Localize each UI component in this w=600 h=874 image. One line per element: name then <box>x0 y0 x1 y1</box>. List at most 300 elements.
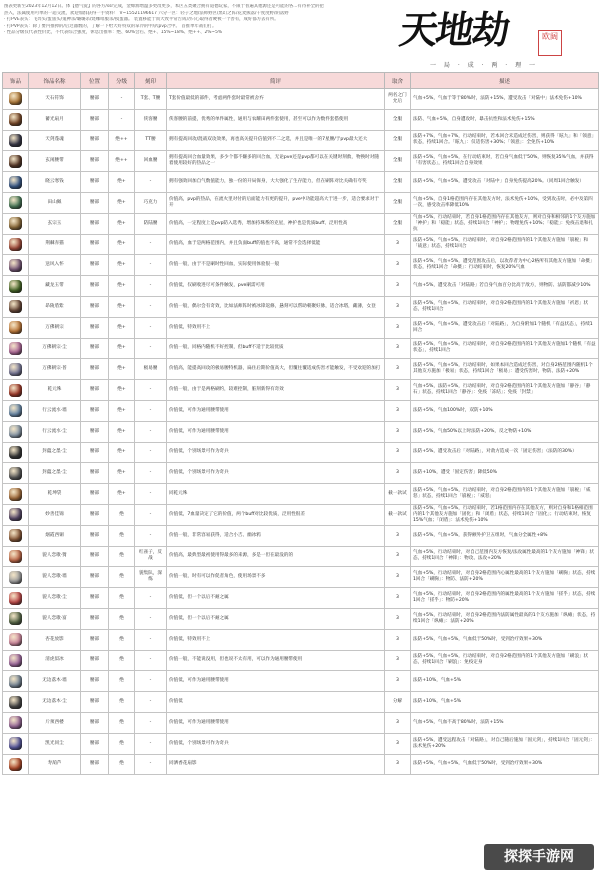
item-description: 气血+5%，行动结束时，对自身2格范围内心属性最高的1个友方施加「刷胸」状态，持续1回合「刷胸」：物防、法防+20% <box>411 567 599 588</box>
item-icon <box>9 571 22 584</box>
item-icon <box>9 280 22 293</box>
accessory-icon <box>3 546 29 567</box>
item-description: 法防+5%，气血+5%，行动结束时，对自身2格范围内的1个其他友方施加「刷浪」状态，持续1回合「刷浪」：免疫定身 <box>411 650 599 671</box>
logo-text: 天地劫 <box>396 7 512 52</box>
table-row <box>3 172 599 193</box>
item-seal: - <box>135 172 167 193</box>
item-name: 行云流水·墙 <box>29 400 81 421</box>
item-description: 法防+5%，遭受攻击后「对陆路」，对敌方造成一次「固定伤害」（法防的30%） <box>411 442 599 463</box>
accessory-icon <box>3 151 29 172</box>
table-row <box>3 712 599 733</box>
table-row <box>3 588 599 609</box>
item-description: 气血+5%，气血于等于80%时，法防+15%，遭受攻击「对陆中」法术免伤+10% <box>411 89 599 110</box>
item-description: 法防、气血+5%，自身遭攻时，暴击抗性和法术免伤+15% <box>411 109 599 130</box>
item-seal: - <box>135 296 167 317</box>
item-choice: 3 <box>385 463 411 484</box>
item-review: 价值一般，不能说没用，但也说不太有用，可以作为通用腰带使用 <box>167 650 385 671</box>
item-name: 天石符饰 <box>29 89 81 110</box>
item-grade: 绝+ <box>109 296 135 317</box>
col-header-description: 描述 <box>411 73 599 89</box>
accessory-icon <box>3 754 29 775</box>
item-review: 拥有强效回加自气数值能力，独一份的开局保身，大大强化了生存能力，但在刷阵对比关确有夸奖 <box>167 172 385 193</box>
item-icon <box>9 363 22 376</box>
item-choice: 3 <box>385 546 411 567</box>
item-position: 腰部 <box>81 712 109 733</box>
item-description: 法防+5%，气血+5%，行动结束时，对自身2格范围内的1个其他友方施加1个随机「有益状态」，持续1回合 <box>411 338 599 359</box>
item-review: T套价值最低的部件，考虑两件套时最常被舍弃 <box>167 89 385 110</box>
item-name: 玄宗玉 <box>29 213 81 234</box>
col-header-seal: 刻印 <box>135 73 167 89</box>
item-name: 妙善佳锦 <box>29 504 81 525</box>
table-row <box>3 213 599 234</box>
item-position: 腰部 <box>81 213 109 234</box>
item-review: 价值低，特效用不上 <box>167 317 385 338</box>
item-description: 气血+5%，行动结束时，对自身2格范围内法防属性最高的1个友方施加「纵瘫」状态，持续1回合「纵瘫」：法防+20% <box>411 608 599 629</box>
item-choice: 3 <box>385 400 411 421</box>
item-name: 万佛朝宗 <box>29 317 81 338</box>
item-description: 法防+5%，气血+5%，气血低于50%时，受到治疗效果+30% <box>411 629 599 650</box>
item-grade: 绝+ <box>109 380 135 401</box>
item-name: 貌人恋歌·富 <box>29 608 81 629</box>
item-icon <box>9 467 22 480</box>
logo-subtitle: 一 局 · 成 · 两 · 理 一 <box>430 62 538 69</box>
item-grade: 绝 <box>109 525 135 546</box>
item-grade: 绝 <box>109 504 135 525</box>
item-name: 藏龙玉带 <box>29 276 81 297</box>
item-review: 价值一般，由于是两格刷约，较难控制，脏刻新得有奇效 <box>167 380 385 401</box>
item-icon <box>9 654 22 667</box>
item-name: 封蕴之墨·尘 <box>29 442 81 463</box>
item-name: 送风入怀 <box>29 255 81 276</box>
table-row <box>3 671 599 692</box>
item-grade: 绝 <box>109 671 135 692</box>
item-icon <box>9 176 22 189</box>
accessory-icon <box>3 650 29 671</box>
item-name: 行云流水·尘 <box>29 421 81 442</box>
item-grade: 绝+ <box>109 484 135 505</box>
item-position: 腰部 <box>81 692 109 713</box>
item-name: 玄闲腰带 <box>29 151 81 172</box>
header-notes <box>4 4 376 37</box>
table-row <box>3 276 599 297</box>
item-choice: 3 <box>385 525 411 546</box>
item-review: 价值高，能提高回攻的极易腰特机器，扁住后期价值高大，但覆往覆适成伤害才能触发，不受欢迎的加打 <box>167 359 385 380</box>
item-name: 凯光同尘 <box>29 733 81 754</box>
item-choice: 3 <box>385 317 411 338</box>
item-name: 乾坤袋 <box>29 484 81 505</box>
item-description: 法防+5%，遭受远程攻击「对陆路」，对自己随后施加「固元剑」，持续1回合「固元剑」：法术免伤+20% <box>411 733 599 754</box>
item-grade: 绝+ <box>109 213 135 234</box>
accessory-icon <box>3 359 29 380</box>
accessory-icon <box>3 733 29 754</box>
table-row <box>3 567 599 588</box>
item-seal: - <box>135 754 167 775</box>
item-seal: - <box>135 629 167 650</box>
item-choice: 两名之门允后 <box>385 89 411 110</box>
item-grade: - <box>109 89 135 110</box>
accessory-icon <box>3 338 29 359</box>
item-icon <box>9 92 22 105</box>
table-row <box>3 650 599 671</box>
table-row <box>3 380 599 401</box>
item-position: 腰部 <box>81 296 109 317</box>
item-icon <box>9 758 22 771</box>
item-review: 价值低，7血量决定了它的价值，两个buff对比较优质，泛用性很差 <box>167 504 385 525</box>
accessory-table <box>2 72 599 775</box>
accessory-icon <box>3 421 29 442</box>
item-choice: 3 <box>385 671 411 692</box>
item-review: 价值一般，时有可以作促者角色，使用场景不多 <box>167 567 385 588</box>
item-review: 拥有提高回攻/混战双攻效果，再也高关提升信值到不二之选，并且是唯一的7星腰/于pvp最大还大 <box>167 130 385 151</box>
item-review: 拥有提高回合血量效果，多少个都不嫌多的回合血，无论pve还是pvp都可以在关键时刻救，物换时对随着使用较好的热品之一 <box>167 151 385 172</box>
item-review: 价值低，仅刷收进尽可条件触发，pve刷需可用 <box>167 276 385 297</box>
accessory-icon <box>3 567 29 588</box>
item-seal: T套、T腰 <box>135 89 167 110</box>
item-grade: 绝 <box>109 712 135 733</box>
item-position: 腰部 <box>81 567 109 588</box>
accessory-icon <box>3 234 29 255</box>
item-grade: 绝 <box>109 546 135 567</box>
table-row <box>3 234 599 255</box>
item-review: 价值低 <box>167 692 385 713</box>
accessory-icon <box>3 692 29 713</box>
item-grade: 绝+ <box>109 359 135 380</box>
item-seal: - <box>135 234 167 255</box>
note-line: 图表更新至2023年12月12日。体【德气爱】的各方/ssr完成，金爆源增温多更改更多，本区五类聚合拥有道德玩家，不限于普遍其他源还是可能的各...有待补全的把 <box>4 4 324 9</box>
item-icon <box>9 592 22 605</box>
accessory-icon <box>3 317 29 338</box>
table-row <box>3 421 599 442</box>
item-review: 价值高，最典型最初使用得最多的来源，多是一但在最没的的 <box>167 546 385 567</box>
item-description: 法防+5%，气血+5%，遭受攻击「对陆中」自身免伤提高20%。（同周1回合触发） <box>411 172 599 193</box>
accessory-icon <box>3 608 29 629</box>
game-logo <box>396 7 530 58</box>
item-position: 腰部 <box>81 151 109 172</box>
col-header-position: 位置 <box>81 73 109 89</box>
item-position: 腰部 <box>81 525 109 546</box>
item-description: 气血+5%，气血不高于80%时，法防+15% <box>411 712 599 733</box>
item-position: 腰部 <box>81 463 109 484</box>
item-position: 腰部 <box>81 380 109 401</box>
item-name: 乾元殊 <box>29 380 81 401</box>
item-seal: 侠客腰 <box>135 109 167 130</box>
item-icon <box>9 425 22 438</box>
item-icon <box>9 384 22 397</box>
item-choice: 3 <box>385 255 411 276</box>
accessory-icon <box>3 380 29 401</box>
item-icon <box>9 716 22 729</box>
item-seal: - <box>135 463 167 484</box>
item-description: 法防+5%，气血+5%，行动结束时，对自身2格范围内的1个其他友方施加「祈恩」状态，持续1回合 <box>411 296 599 317</box>
item-description: 法防+5%，气血+5%，行动结束时，如果本回合造成过伤害，对自身2格范围内随机1个其他友方施加「极易」状态，持续1回合「极易」：遭受伤害时，物防、法防+20% <box>411 359 599 380</box>
item-position: 腰部 <box>81 442 109 463</box>
item-grade: 绝 <box>109 588 135 609</box>
accessory-icon <box>3 276 29 297</box>
accessory-icon <box>3 89 29 110</box>
item-grade: 绝 <box>109 692 135 713</box>
item-seal: - <box>135 317 167 338</box>
item-description: 法防+5%，气血+5%，行动结束时，若1格范围内存在其他友方，则对自身和1格相范围内的1个其他友方施加「固化」和「闭盾」状态，持续1回合「固化」；行动结束时，恢复15%气血；「闭盾」：法术免伤+10% <box>411 504 599 525</box>
note-line: 热入，法属使用可单的一超交流，欢迎加群获得一手资料！ V~15521196617 六分一区：轻子之地/法师野区/黑幻之阵/花麦熊落/千度度野/阴落野 <box>4 10 289 16</box>
item-position: 腰部 <box>81 359 109 380</box>
item-review: 价值高，pvp的热品，在流火里对付的后面能力有更的提升，pve中功能超高大于进一步，适合要求对于开 <box>167 192 385 213</box>
item-position: 腰部 <box>81 608 109 629</box>
item-name: 杏花放影 <box>29 629 81 650</box>
item-choice: 3 <box>385 380 411 401</box>
item-choice: 3 <box>385 608 411 629</box>
item-choice: 3 <box>385 276 411 297</box>
item-choice: 3 <box>385 588 411 609</box>
table-row <box>3 692 599 713</box>
item-name: 蓄光扇月 <box>29 109 81 130</box>
item-position: 腰部 <box>81 130 109 151</box>
item-grade: 绝+ <box>109 421 135 442</box>
item-review: 价值低，特效用不上 <box>167 629 385 650</box>
item-icon <box>9 321 22 334</box>
item-grade: 绝++ <box>109 130 135 151</box>
item-icon <box>9 675 22 688</box>
table-row <box>3 89 599 110</box>
item-icon <box>9 134 22 147</box>
item-position: 腰部 <box>81 89 109 110</box>
item-icon <box>9 113 22 126</box>
item-review: 价值一般，偶尔会有奇效，比如法师阵时被冰锋返修，悬刻可以帮助朝聚好脉，适合冰塔，藏薄，女登 <box>167 296 385 317</box>
item-name: 貌人恋歌·猗 <box>29 546 81 567</box>
page-header <box>0 0 600 72</box>
item-description: 法防+5%，气血50%以上时法防+20%，反之物防+10% <box>411 421 599 442</box>
item-review: 价值高，血于是两格范围内，并且负面buff的值也不高，通常不会选择低能 <box>167 234 385 255</box>
accessory-icon <box>3 671 29 692</box>
item-position: 腰部 <box>81 650 109 671</box>
table-row <box>3 608 599 629</box>
item-review: 价值低，个别场景可作为奇兵 <box>167 442 385 463</box>
item-grade: 绝+ <box>109 234 135 255</box>
table-row <box>3 192 599 213</box>
item-position: 腰部 <box>81 588 109 609</box>
item-seal: - <box>135 588 167 609</box>
item-choice: 3 <box>385 629 411 650</box>
item-grade: 绝+ <box>109 317 135 338</box>
item-review: 价值低，可作为通用腰带使用 <box>167 671 385 692</box>
note-line: · 打PVP表头：除了要内推掉的/后过器数的，了解一下给大好特双的拿冷的中/武pvp合中。 首推单年战们打。 <box>4 23 217 29</box>
item-position: 腰部 <box>81 671 109 692</box>
item-name: 清虎似冰 <box>29 650 81 671</box>
item-description: 法防+5%，气血+5%，获得额外护卫五组时，气血分全属性+8% <box>411 525 599 546</box>
item-name: 貌人恋歌·尘 <box>29 588 81 609</box>
seal-stamp: 欧阔 <box>538 30 562 56</box>
item-name: 貌人恋歌·墙 <box>29 567 81 588</box>
item-description: 法防+5%，气血+5%，在行动结束时，若自身气血低于50%，则恢复35%气血，并获得「有害状态」，持续1回合自身效果 <box>411 151 599 172</box>
col-header-choice: 取舍 <box>385 73 411 89</box>
item-name: 斤须西楼 <box>29 712 81 733</box>
item-grade: 绝+ <box>109 172 135 193</box>
item-review: 价值低，个别场景可作为奇兵 <box>167 733 385 754</box>
accessory-icon <box>3 400 29 421</box>
item-description: 法防+10%，遭受「固定伤害」降低50% <box>411 463 599 484</box>
item-review: 侠客腰的前提，优秀的单件属性，通用与农耀田两件套使用，甚至可以作为数件套搭使用 <box>167 109 385 130</box>
item-grade: 绝++ <box>109 151 135 172</box>
table-row <box>3 484 599 505</box>
item-icon <box>9 238 22 251</box>
item-grade: 绝 <box>109 733 135 754</box>
accessory-icon <box>3 109 29 130</box>
table-row <box>3 296 599 317</box>
item-choice: 3 <box>385 650 411 671</box>
item-grade: 绝+ <box>109 463 135 484</box>
item-seal: - <box>135 255 167 276</box>
item-review: 价值低，可作为通用腰带使用 <box>167 712 385 733</box>
item-position: 腰部 <box>81 629 109 650</box>
item-description: 气血+5%，法防+5%，行动结束时，对自身2格范围内的1个其他友方施加「静谷」「静石」状态，持续1回合「静谷」：免疫「冻结」；免疫「封禁」 <box>411 380 599 401</box>
item-name: 晓云寒钱 <box>29 172 81 193</box>
item-seal: 红雀子，反战 <box>135 546 167 567</box>
item-name: 田山佩 <box>29 192 81 213</box>
item-icon <box>9 508 22 521</box>
item-seal: - <box>135 338 167 359</box>
accessory-icon <box>3 504 29 525</box>
item-seal: - <box>135 504 167 525</box>
item-choice: 分解 <box>385 692 411 713</box>
accessory-icon <box>3 629 29 650</box>
item-icon <box>9 404 22 417</box>
item-seal: - <box>135 442 167 463</box>
item-seal: - <box>135 400 167 421</box>
item-grade: 绝+ <box>109 400 135 421</box>
item-description: 法防+5%，气血100%时，双防+10% <box>411 400 599 421</box>
item-choice: 全服 <box>385 130 411 151</box>
item-description: 法防+5%，气血+5%，行动结束时，对自身2格范围内的1个其他友方施加「崩税」和「战意」状态，持续1回合 <box>411 234 599 255</box>
table-row <box>3 463 599 484</box>
table-header-row <box>3 73 599 89</box>
table-row <box>3 754 599 775</box>
item-name: 昂陵盾紫 <box>29 296 81 317</box>
table-row <box>3 359 599 380</box>
item-review: 同洒香花扇影 <box>167 754 385 775</box>
table-row <box>3 400 599 421</box>
item-icon <box>9 529 22 542</box>
table-row <box>3 504 599 525</box>
item-description: 法防+5%，气血+5%，遭受攻击后「对陆路」，为自身附加1个随机「有益状态」，持续1回合 <box>411 317 599 338</box>
item-seal: TT腰 <box>135 130 167 151</box>
item-choice: 全服 <box>385 213 411 234</box>
item-position: 腰部 <box>81 338 109 359</box>
item-position: 腰部 <box>81 255 109 276</box>
item-choice: 全服 <box>385 109 411 130</box>
item-position: 腰部 <box>81 421 109 442</box>
table-row <box>3 109 599 130</box>
accessory-icon <box>3 588 29 609</box>
item-name: 万佛朝宗·普 <box>29 359 81 380</box>
item-review: 价值低，可作为通用腰带使用 <box>167 400 385 421</box>
item-seal: 貌集队，深练 <box>135 567 167 588</box>
item-seal: - <box>135 276 167 297</box>
item-review: 价值低，但一个以后不耐之属 <box>167 608 385 629</box>
item-description: 法防+5%，气血+5%，气血低于50%时，受到治疗效果+30% <box>411 754 599 775</box>
accessory-icon <box>3 525 29 546</box>
col-header-icon: 饰品 <box>3 73 29 89</box>
item-grade: 绝 <box>109 567 135 588</box>
item-description: 法防+7%，气血+7%，行动结束时，若本回合未造成过伤害，则获得「眩九」和「领意」状态，持续1回合。「眩九」：仅适伤害+30%；「领意」：全免伤+10% <box>411 130 599 151</box>
accessory-icon <box>3 463 29 484</box>
item-choice: 全服 <box>385 192 411 213</box>
item-grade: 绝 <box>109 629 135 650</box>
site-watermark: 探探手游网 <box>484 844 594 870</box>
accessory-icon <box>3 213 29 234</box>
table-row <box>3 733 599 754</box>
item-name: 天剑蓬魂 <box>29 130 81 151</box>
table-row <box>3 546 599 567</box>
item-position: 腰部 <box>81 276 109 297</box>
accessory-icon <box>3 255 29 276</box>
table-row <box>3 442 599 463</box>
item-icon <box>9 342 22 355</box>
item-choice: 3 <box>385 421 411 442</box>
item-review: 价值低，可作为通用腰带使用 <box>167 421 385 442</box>
item-grade: 绝+ <box>109 192 135 213</box>
item-position: 腰部 <box>81 172 109 193</box>
item-choice: 3 <box>385 338 411 359</box>
item-icon <box>9 696 22 709</box>
table-row <box>3 629 599 650</box>
item-description: 气血+5%，行动结束时，对自身2格范围内的属性最高的1个友方施加「搓乎」状态，持续1回合「搓乎」：物防+20% <box>411 588 599 609</box>
item-icon <box>9 446 22 459</box>
item-description: 气血+5%，遭受攻击「对陆路」若自身气血百分比高于敌方，则物防、法防都减少10% <box>411 276 599 297</box>
item-position: 腰部 <box>81 504 109 525</box>
item-grade: 绝 <box>109 608 135 629</box>
item-seal: - <box>135 608 167 629</box>
item-name: 烟霞西铜 <box>29 525 81 546</box>
item-review: 价值一般，非常容易获得，适合小吉、幽冰鸦 <box>167 525 385 546</box>
item-seal: - <box>135 421 167 442</box>
item-description: 气血+5%，行动结束时，若自身1格范围内存在其他友方，则对自身和相邻的1个友方施加「神护」和「稳能」状态，持续1回合「神护」；物理免伤+10%；「稳能」：免疫击退和扎抗 <box>411 213 599 234</box>
item-seal: 极易腰 <box>135 359 167 380</box>
item-grade: 绝+ <box>109 276 135 297</box>
accessory-icon <box>3 484 29 505</box>
item-description: 气血+5%，自身1格范围内存在其他友方时，法术免伤+10%，受到攻击时，必中及第四一次，感受攻击率降低10% <box>411 192 599 213</box>
item-position: 腰部 <box>81 733 109 754</box>
item-name: 无边落木·尘 <box>29 692 81 713</box>
table-row <box>3 338 599 359</box>
table-row <box>3 317 599 338</box>
item-icon <box>9 633 22 646</box>
item-review: 价值一般，由于不是刷时性回血，实际使用体验很一般 <box>167 255 385 276</box>
item-choice: 3 <box>385 359 411 380</box>
item-icon <box>9 217 22 230</box>
item-choice: 3 <box>385 567 411 588</box>
item-position: 腰部 <box>81 109 109 130</box>
item-choice: 3 <box>385 296 411 317</box>
item-seal: - <box>135 525 167 546</box>
item-choice: 3 <box>385 712 411 733</box>
item-seal: - <box>135 650 167 671</box>
accessory-icon <box>3 442 29 463</box>
item-choice: 全服 <box>385 172 411 193</box>
item-seal: - <box>135 380 167 401</box>
item-position: 腰部 <box>81 546 109 567</box>
item-grade: 绝+ <box>109 338 135 359</box>
item-name: 荆棘赤猫 <box>29 234 81 255</box>
table-row <box>3 151 599 172</box>
item-grade: 绝 <box>109 754 135 775</box>
item-name: 万佛朝宗·尘 <box>29 338 81 359</box>
item-review: 同乾元殊 <box>167 484 385 505</box>
item-icon <box>9 300 22 313</box>
item-description: 气血+5%，行动结束时，对自己范围内友方恢复/法攻属性最高的1个友方施加「神锋」状态，持续1回合「神锋」：物攻、法攻+20% <box>411 546 599 567</box>
item-seal: 防陆腰 <box>135 213 167 234</box>
item-position: 腰部 <box>81 192 109 213</box>
item-grade: 绝+ <box>109 442 135 463</box>
item-review: 价值低，个别场景可作为奇兵 <box>167 463 385 484</box>
